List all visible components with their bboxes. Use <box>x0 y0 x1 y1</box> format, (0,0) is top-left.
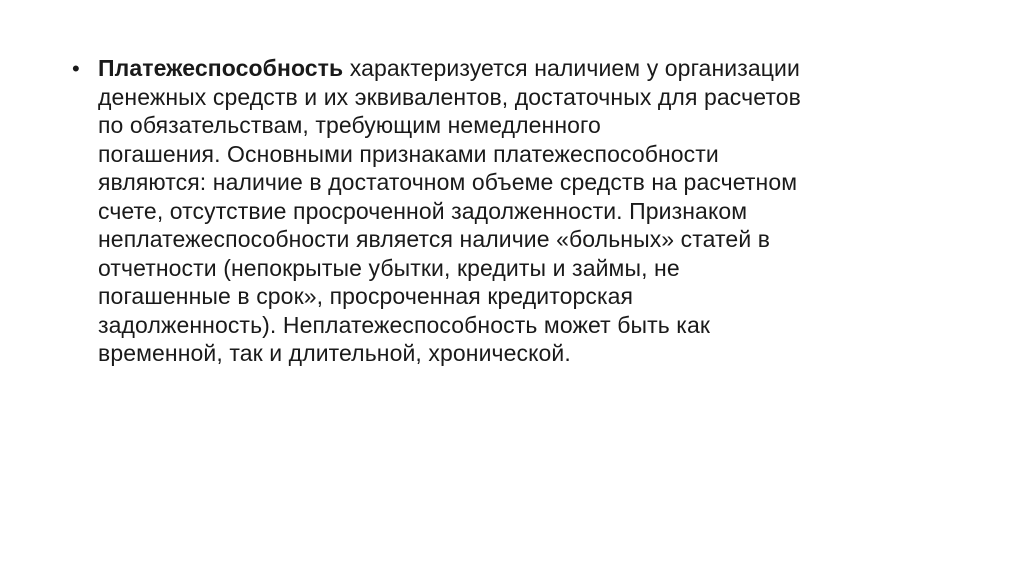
bullet-list <box>72 54 932 368</box>
text-line-5: являются: наличие в достаточном объеме средств на расчетном <box>98 169 798 195</box>
text-line-8: отчетности (непокрытые убытки, кредиты и займы, не <box>98 254 680 281</box>
text-line-6: счете, отсутствие просроченной задолженности. Признаком <box>98 197 748 224</box>
text-line-2: денежных средств и их эквивалентов, достаточных для расчетов <box>98 83 801 110</box>
text-line-1-rest: характеризуется наличием у организации <box>343 55 800 81</box>
bullet-item <box>72 54 932 368</box>
text-line-10: задолженность). Неплатежеспособность может быть как <box>98 311 711 338</box>
text-line-11: временной, так и длительной, хронической. <box>98 340 571 366</box>
text-line-4: погашения. Основными признаками платежеспособности <box>98 140 719 167</box>
bullet-dot-icon: • <box>72 56 80 81</box>
paragraph-text <box>98 54 932 368</box>
text-line-3: по обязательствам, требующим немедленного <box>98 112 601 138</box>
text-line-9: погашенные в срок», просроченная кредиторская <box>98 283 634 309</box>
key-term: Платежеспособность <box>98 55 344 81</box>
text-line-1 <box>98 54 932 83</box>
text-line-7: неплатежеспособности является наличие «больных» статей в <box>98 226 771 252</box>
